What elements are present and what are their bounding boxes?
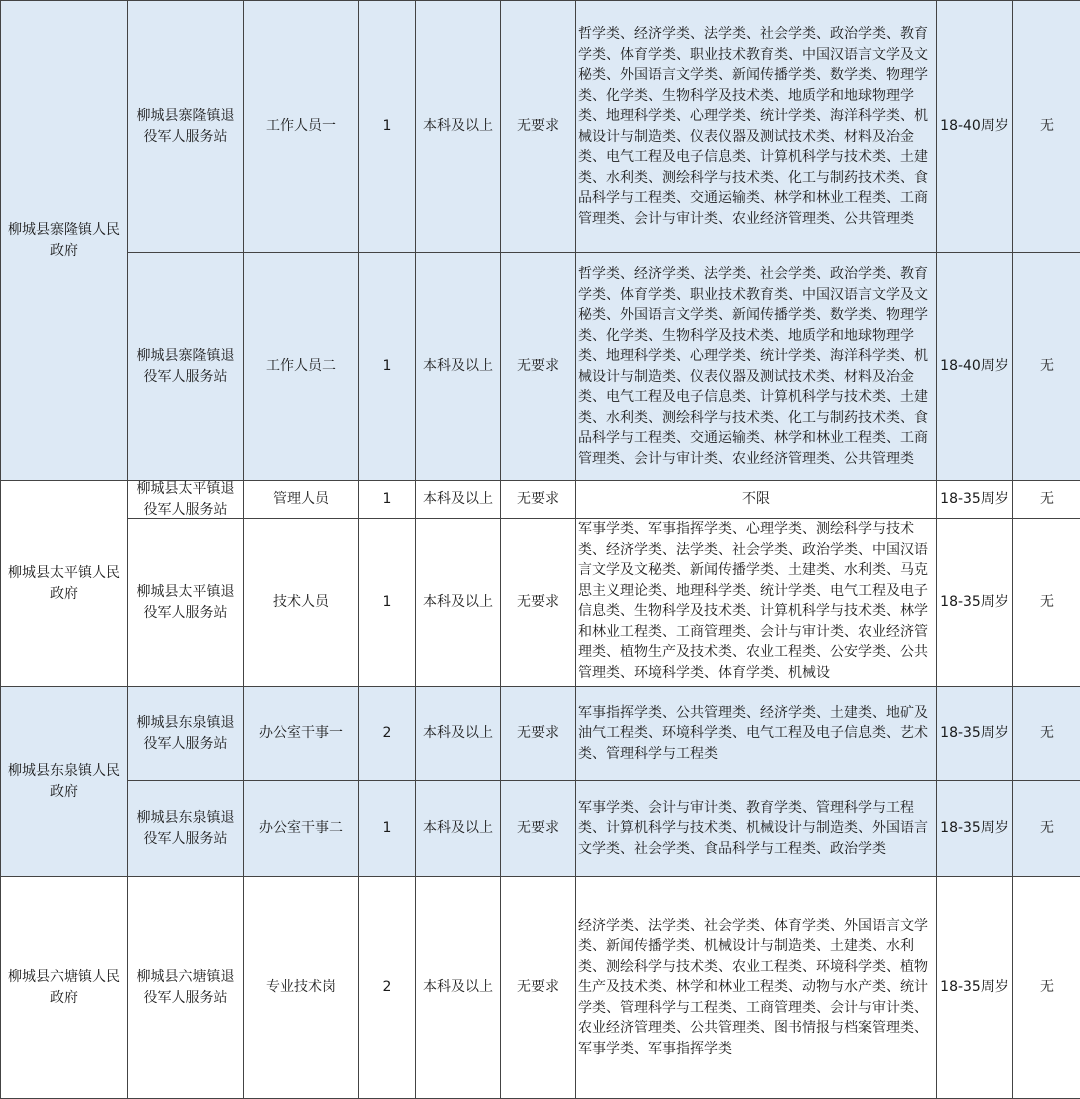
position-cell (244, 781, 359, 877)
position-cell (244, 519, 359, 687)
other-cell-text: 无 (1037, 723, 1057, 744)
department-cell-text: 柳城县太平镇退役军人服务站 (128, 481, 243, 518)
majors-cell (576, 781, 937, 877)
education-cell (416, 519, 501, 687)
education-cell-text: 本科及以上 (420, 592, 496, 613)
employer-cell (1, 877, 128, 1099)
position-cell-text: 工作人员一 (263, 116, 339, 137)
education-cell-text: 本科及以上 (420, 356, 496, 377)
table-row (1, 687, 1080, 781)
headcount-cell-text: 1 (380, 818, 395, 839)
majors-cell-text: 经济学类、法学类、社会学类、体育学类、外国语言文学类、新闻传播学类、机械设计与制造类、土建类、水利类、测绘科学与技术类、农业工程类、环境科学类、植物生产及技术类、林学和林业工程类、动物与水产类、统计学类、管理科学与工程类、工商管理类、会计与审计类、农业经济管理类、公共管理类、图书情报与档案管理类、军事学类、军事指挥学类 (576, 916, 936, 1060)
education-cell (416, 877, 501, 1099)
other-cell (1013, 687, 1080, 781)
majors-cell-text: 哲学类、经济学类、法学类、社会学类、政治学类、教育学类、体育学类、职业技术教育类、中国汉语言文学及文秘类、外国语言文学类、新闻传播学类、数学类、物理学类、化学类、生物科学及技术类、地质学和地球物理学类、地理科学类、心理学类、统计学类、海洋科学类、机械设计与制造类、仪表仪器及测试技术类、材料及冶金类、电气工程及电子信息类、计算机科学与技术类、土建类、水利类、测绘科学与技术类、化工与制药技术类、食品科学与工程类、交通运输类、林学和林业工程类、工商管理类、会计与审计类、农业经济管理类、公共管理类 (576, 24, 936, 229)
other-cell-text: 无 (1037, 356, 1057, 377)
majors-cell-text: 不限 (739, 489, 773, 510)
employer-cell (1, 481, 128, 687)
department-cell (128, 519, 244, 687)
majors-cell (576, 687, 937, 781)
table-row (1, 253, 1080, 481)
position-cell (244, 253, 359, 481)
position-cell-text: 专业技术岗 (263, 977, 339, 998)
employer-cell (1, 1, 128, 481)
age-cell-text: 18-40周岁 (937, 116, 1012, 137)
position-cell-text: 办公室干事一 (256, 723, 346, 744)
department-cell (128, 687, 244, 781)
department-cell (128, 481, 244, 519)
majors-cell-text: 哲学类、经济学类、法学类、社会学类、政治学类、教育学类、体育学类、职业技术教育类、中国汉语言文学及文秘类、外国语言文学类、新闻传播学类、数学类、物理学类、化学类、生物科学及技术类、地质学和地球物理学类、地理科学类、心理学类、统计学类、海洋科学类、机械设计与制造类、仪表仪器及测试技术类、材料及冶金类、电气工程及电子信息类、计算机科学与技术类、土建类、水利类、测绘科学与技术类、化工与制药技术类、食品科学与工程类、交通运输类、林学和林业工程类、工商管理类、会计与审计类、农业经济管理类、公共管理类 (576, 264, 936, 469)
other-cell (1013, 519, 1080, 687)
majors-cell (576, 877, 937, 1099)
majors-cell (576, 1, 937, 253)
position-cell-text: 管理人员 (270, 489, 332, 510)
age-cell (937, 253, 1013, 481)
education-cell-text: 本科及以上 (420, 723, 496, 744)
table-row (1, 519, 1080, 687)
education-cell-text: 本科及以上 (420, 489, 496, 510)
education-cell (416, 781, 501, 877)
headcount-cell-text: 1 (380, 592, 395, 613)
employer-cell-text: 柳城县东泉镇人民政府 (1, 761, 127, 802)
age-cell (937, 519, 1013, 687)
table-row (1, 481, 1080, 519)
table-row (1, 1, 1080, 253)
headcount-cell-text: 1 (380, 489, 395, 510)
table-row (1, 877, 1080, 1099)
degree-cell-text: 无要求 (514, 977, 562, 998)
employer-cell-text: 柳城县太平镇人民政府 (1, 563, 127, 604)
employer-cell-text: 柳城县六塘镇人民政府 (1, 967, 127, 1008)
age-cell-text: 18-35周岁 (937, 977, 1012, 998)
age-cell (937, 687, 1013, 781)
degree-cell (501, 781, 576, 877)
position-cell (244, 687, 359, 781)
age-cell (937, 481, 1013, 519)
department-cell (128, 253, 244, 481)
degree-cell (501, 1, 576, 253)
age-cell (937, 877, 1013, 1099)
majors-cell (576, 481, 937, 519)
degree-cell-text: 无要求 (514, 592, 562, 613)
headcount-cell-text: 1 (380, 356, 395, 377)
department-cell (128, 781, 244, 877)
majors-cell-text: 军事学类、军事指挥学类、心理学类、测绘科学与技术类、经济学类、法学类、社会学类、政治学类、中国汉语言文学及文秘类、新闻传播学类、土建类、水利类、马克思主义理论类、地理科学类、统计学类、电气工程及电子信息类、生物科学及技术类、计算机科学与技术类、林学和林业工程类、工商管理类、会计与审计类、农业经济管理类、植物生产及技术类、农业工程类、公安学类、公共管理类、环境科学类、体育学类、机械设 (576, 519, 936, 683)
degree-cell-text: 无要求 (514, 116, 562, 137)
degree-cell-text: 无要求 (514, 818, 562, 839)
headcount-cell (359, 1, 416, 253)
degree-cell (501, 687, 576, 781)
education-cell-text: 本科及以上 (420, 116, 496, 137)
position-cell (244, 1, 359, 253)
age-cell (937, 781, 1013, 877)
headcount-cell (359, 253, 416, 481)
headcount-cell (359, 481, 416, 519)
majors-cell-text: 军事指挥学类、公共管理类、经济学类、土建类、地矿及油气工程类、环境科学类、电气工程及电子信息类、艺术类、管理科学与工程类 (576, 703, 936, 765)
other-cell-text: 无 (1037, 489, 1057, 510)
education-cell-text: 本科及以上 (420, 818, 496, 839)
department-cell-text: 柳城县寨隆镇退役军人服务站 (128, 106, 243, 147)
age-cell-text: 18-35周岁 (937, 818, 1012, 839)
department-cell (128, 877, 244, 1099)
employer-cell (1, 687, 128, 877)
other-cell-text: 无 (1037, 592, 1057, 613)
education-cell-text: 本科及以上 (420, 977, 496, 998)
degree-cell-text: 无要求 (514, 723, 562, 744)
position-cell-text: 技术人员 (270, 592, 332, 613)
age-cell-text: 18-35周岁 (937, 723, 1012, 744)
age-cell (937, 1, 1013, 253)
other-cell (1013, 253, 1080, 481)
headcount-cell-text: 2 (380, 723, 395, 744)
department-cell-text: 柳城县东泉镇退役军人服务站 (128, 713, 243, 754)
headcount-cell-text: 2 (380, 977, 395, 998)
headcount-cell (359, 877, 416, 1099)
degree-cell-text: 无要求 (514, 489, 562, 510)
degree-cell (501, 877, 576, 1099)
majors-cell (576, 519, 937, 687)
position-cell-text: 办公室干事二 (256, 818, 346, 839)
position-cell-text: 工作人员二 (263, 356, 339, 377)
education-cell (416, 253, 501, 481)
department-cell-text: 柳城县寨隆镇退役军人服务站 (128, 346, 243, 387)
department-cell-text: 柳城县东泉镇退役军人服务站 (128, 808, 243, 849)
age-cell-text: 18-40周岁 (937, 356, 1012, 377)
department-cell-text: 柳城县六塘镇退役军人服务站 (128, 967, 243, 1008)
headcount-cell-text: 1 (380, 116, 395, 137)
other-cell (1013, 877, 1080, 1099)
headcount-cell (359, 781, 416, 877)
degree-cell-text: 无要求 (514, 356, 562, 377)
other-cell-text: 无 (1037, 977, 1057, 998)
department-cell-text: 柳城县太平镇退役军人服务站 (128, 582, 243, 623)
table-row (1, 781, 1080, 877)
degree-cell (501, 519, 576, 687)
degree-cell (501, 481, 576, 519)
other-cell (1013, 481, 1080, 519)
other-cell-text: 无 (1037, 818, 1057, 839)
degree-cell (501, 253, 576, 481)
age-cell-text: 18-35周岁 (937, 489, 1012, 510)
position-cell (244, 481, 359, 519)
majors-cell (576, 253, 937, 481)
other-cell-text: 无 (1037, 116, 1057, 137)
headcount-cell (359, 519, 416, 687)
education-cell (416, 1, 501, 253)
education-cell (416, 687, 501, 781)
other-cell (1013, 781, 1080, 877)
other-cell (1013, 1, 1080, 253)
education-cell (416, 481, 501, 519)
employer-cell-text: 柳城县寨隆镇人民政府 (1, 220, 127, 261)
department-cell (128, 1, 244, 253)
age-cell-text: 18-35周岁 (937, 592, 1012, 613)
position-cell (244, 877, 359, 1099)
headcount-cell (359, 687, 416, 781)
majors-cell-text: 军事学类、会计与审计类、教育学类、管理科学与工程类、计算机科学与技术类、机械设计与制造类、外国语言文学类、社会学类、食品科学与工程类、政治学类 (576, 798, 936, 860)
